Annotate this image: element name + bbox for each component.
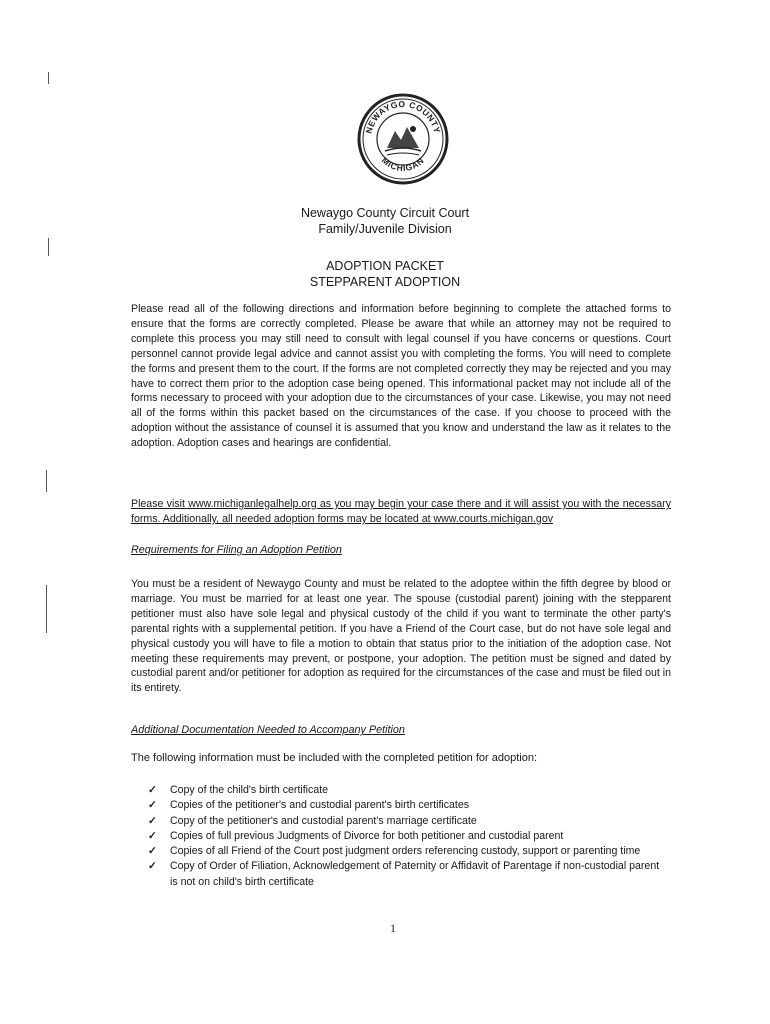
svg-text:NEWAYGO COUNTY: NEWAYGO COUNTY bbox=[363, 98, 443, 135]
list-item-text: Copy of the petitioner's and custodial parent's marriage certificate bbox=[170, 814, 477, 827]
check-icon: ✓ bbox=[148, 829, 157, 842]
links-paragraph: Please visit www.michiganlegalhelp.org as you may begin your case there and it will assist you with the necessary forms. Additionally, all needed adoption forms may be located at www.courts.michigan.gov bbox=[131, 498, 671, 525]
packet-title: ADOPTION PACKET bbox=[326, 259, 444, 273]
requirements-paragraph: You must be a resident of Newaygo County and must be related to the adoptee within the fifth degree by blood or marriage. You must be married for at least one year. The spouse (custodial parent) joining with the stepparent petitioner must also have sole legal and physical custody of the child if you want to terminate the other party's parental rights with a supplemental petition. If you have a Friend of the Court case, but do not have sole legal and physical custody you will have to file a motion to obtain that status prior to the initiation of the adoption case. Not meeting these requirements may prevent, or postpone, your adoption. The petition must be signed and dated by custodial parent and/or petitioner for adoption as required for the circumstances of the case and must be filed out in its entirety. bbox=[131, 578, 672, 695]
list-item-text: Copy of the child's birth certificate bbox=[170, 784, 329, 796]
list-item bbox=[148, 783, 668, 798]
documentation-heading: Additional Documentation Needed to Accompany Petition bbox=[131, 724, 405, 736]
documentation-intro: The following information must be included with the completed petition for adoption: bbox=[131, 752, 538, 764]
check-icon: ✓ bbox=[148, 845, 157, 858]
list-item bbox=[148, 798, 668, 813]
county-seal-logo bbox=[357, 93, 449, 185]
division-name: Family/Juvenile Division bbox=[318, 222, 452, 236]
check-icon: ✓ bbox=[148, 814, 157, 827]
check-icon: ✓ bbox=[148, 799, 157, 812]
list-item-text: Copies of all Friend of the Court post judgment orders referencing custody, support or parenting time bbox=[170, 845, 641, 858]
documentation-checklist bbox=[148, 783, 668, 890]
check-icon: ✓ bbox=[148, 784, 157, 796]
list-item bbox=[148, 859, 668, 890]
list-item-text: Copies of the petitioner's and custodial parent's birth certificates bbox=[170, 799, 470, 812]
list-item-text: Copy of Order of Filiation, Acknowledgement of Paternity or Affidavit of Parentage if non-custodial parent is not on child's birth certificate bbox=[170, 860, 660, 888]
packet-subtitle: STEPPARENT ADOPTION bbox=[309, 275, 461, 289]
list-item-text: Copies of full previous Judgments of Divorce for both petitioner and custodial parent bbox=[170, 829, 564, 842]
court-name: Newaygo County Circuit Court bbox=[300, 206, 470, 220]
list-item bbox=[148, 844, 668, 859]
scan-mark bbox=[48, 72, 49, 84]
list-item bbox=[148, 814, 668, 829]
scan-mark bbox=[46, 470, 47, 492]
requirements-heading: Requirements for Filing an Adoption Petition bbox=[131, 544, 342, 556]
intro-paragraph: Please read all of the following directions and information before beginning to complete the attached forms to ensure that the forms are correctly completed. Please be aware that while an attorney may not be required to complete this process you may still need to consult with legal counsel if you have concerns or questions. Court personnel cannot provide legal advice and cannot assist you with completing the forms. You will need to complete the forms and present them to the court. If the forms are not completed correctly they may be rejected and you may have to correct them prior to the adoption case being opened. This informational packet may not include all of the forms necessary to proceed with your adoption due to the circumstances of your case. Likewise, you may not need all of the forms within this packet based on the circumstances of the case. If you choose to proceed with the adoption without the assistance of counsel it is assumed that you know and understand the law as it relates to the adoption. Adoption cases and hearings are confidential. bbox=[131, 303, 671, 450]
list-item bbox=[148, 829, 668, 844]
svg-text:MICHIGAN: MICHIGAN bbox=[379, 155, 427, 174]
scan-mark bbox=[48, 238, 49, 256]
check-icon: ✓ bbox=[148, 860, 157, 873]
page-number: 1 bbox=[390, 921, 396, 935]
scan-mark bbox=[46, 585, 47, 633]
